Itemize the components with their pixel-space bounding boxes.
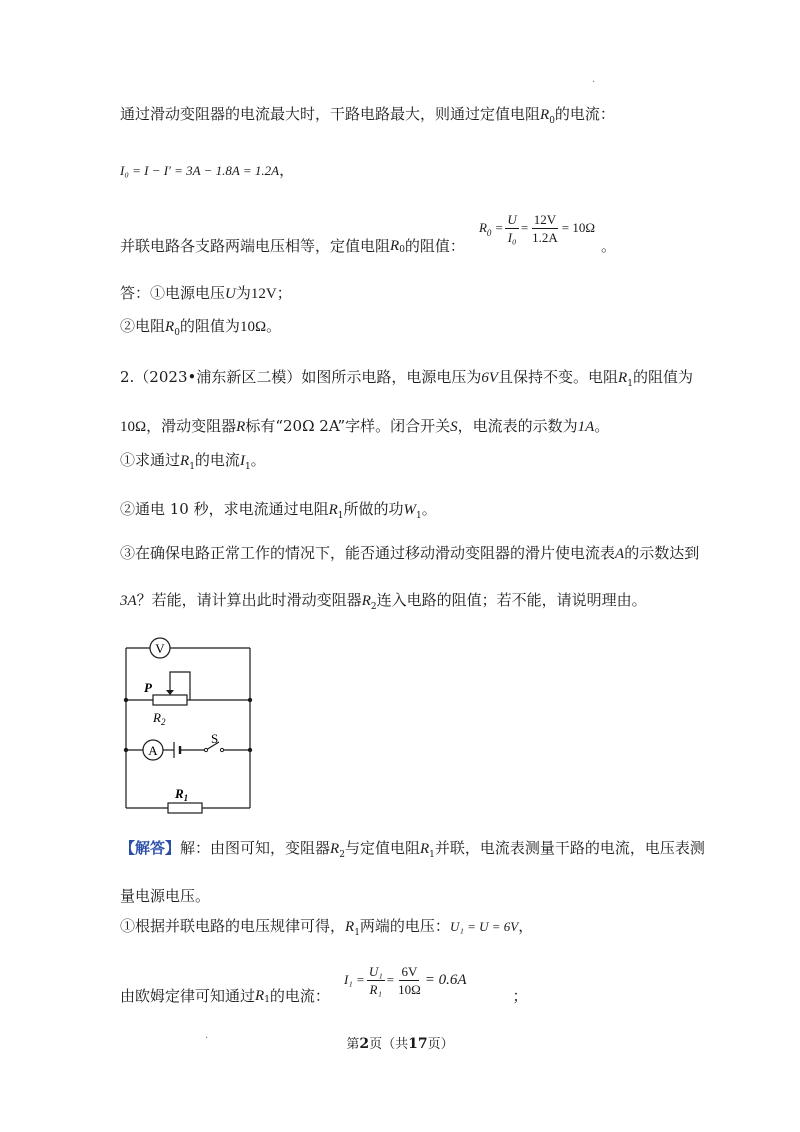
text: ， <box>279 161 295 179</box>
text: 的电流： <box>269 987 330 1005</box>
subscript: 1 <box>429 850 435 860</box>
question-2-part-3-cont <box>120 590 647 613</box>
answer-line-1 <box>120 283 292 304</box>
answer-2-line-1 <box>120 838 705 861</box>
value: 1A <box>577 419 595 435</box>
text: 。 <box>250 451 266 469</box>
text: 通过滑动变阻器的电流最大时，干路电路最大，则通过定值电阻 <box>120 105 541 123</box>
denominator: 10Ω <box>398 981 421 997</box>
text: 量电源电压。 <box>120 887 211 905</box>
text: 连入电路的阻值；若不能，请说明理由。 <box>376 591 647 609</box>
speck: . <box>592 74 596 85</box>
text: ，电流表的示数为 <box>457 417 578 435</box>
text: 与定值电阻 <box>344 839 420 857</box>
symbol: $R_0$ = <box>478 219 504 238</box>
text: 。 <box>594 417 610 435</box>
question-2-line-1 <box>120 367 693 390</box>
subscript: 1 <box>337 511 344 521</box>
subscript: 1 <box>244 462 251 472</box>
text: 的阻值为 <box>632 368 693 386</box>
text: ； <box>276 284 292 302</box>
text: 答：①电源电压 <box>120 284 226 302</box>
value: 6V <box>481 370 499 386</box>
symbol: R <box>165 319 175 335</box>
answer-line-2 <box>120 316 281 339</box>
equation-r0: $R_0$ = $\frac{U}{\text{I₀}}$ = $\frac{12V}{1.2A}$ = 10Ω <box>478 211 596 245</box>
page-footer <box>0 1033 800 1052</box>
resistor-r1 <box>168 803 202 813</box>
text: 标有“20Ω 2A”字样。闭合开关 <box>245 417 451 435</box>
text: ①求通过 <box>120 451 181 469</box>
value: 12V <box>250 286 277 302</box>
subscript: 1 <box>189 462 195 472</box>
junction-dot <box>124 698 128 702</box>
text-line-current-r0 <box>120 104 615 127</box>
text: 解：由图可知，变阻器 <box>180 839 331 857</box>
question-2-part-2 <box>120 499 437 522</box>
text: 所做的功 <box>343 500 404 518</box>
rheostat-label: $R_2$ <box>153 710 166 727</box>
answer-2-line-3 <box>120 916 533 939</box>
symbol: A <box>615 546 625 562</box>
switch-contact <box>220 748 223 751</box>
slider-label: P <box>144 680 152 695</box>
value: 10Ω <box>239 319 267 335</box>
switch-label: S <box>211 731 219 746</box>
text: ？若能，请计算出此时滑动变阻器 <box>136 591 362 609</box>
numerator: U₁ <box>368 963 383 979</box>
equation-lhs: I₁ = <box>343 972 365 987</box>
text: 的阻值： <box>404 237 465 255</box>
ammeter-label: A <box>148 743 158 758</box>
text: 的阻值为 <box>179 317 240 335</box>
text: ②通电 10 秒，求电流通过电阻 <box>120 500 329 518</box>
equation-i0 <box>120 160 294 181</box>
fraction <box>505 211 518 246</box>
symbol: R <box>618 370 628 386</box>
text: ③在确保电路正常工作的情况下，能否通过移动滑动变阻器的滑片使电流表 <box>120 544 616 562</box>
subscript: 0 <box>549 116 555 126</box>
symbol: R <box>345 919 355 935</box>
numerator: U <box>507 211 517 227</box>
symbol: R <box>328 502 338 518</box>
subscript: 0 <box>399 245 405 255</box>
text: 为 <box>235 284 251 302</box>
text: 页） <box>427 1037 454 1052</box>
question-2-part-3 <box>120 543 699 564</box>
text: 并联电路各支路两端电压相等，定值电阻 <box>120 237 391 255</box>
fraction <box>367 963 385 998</box>
value: 10Ω <box>120 419 147 435</box>
page-total: 17 <box>408 1036 428 1052</box>
equation-i1: I₁ = $\frac{\text{U₁}}{\text{R₁}}$ = $\frac{6V}{10\Omega}$ = 0.6A <box>343 963 467 997</box>
numerator: 6V <box>401 963 418 979</box>
text: 的电流： <box>554 105 615 123</box>
question-2-part-1 <box>120 450 266 473</box>
answer-tag: 【解答】 <box>120 839 181 857</box>
text: 两端的电压： <box>359 917 450 935</box>
fraction <box>530 211 560 246</box>
text: 。 <box>421 500 437 518</box>
subscript: 1 <box>354 928 360 938</box>
text: 。 <box>266 317 282 335</box>
text: 由欧姆定律可知通过 <box>120 987 256 1005</box>
symbol: R <box>255 988 265 1004</box>
text: 并联，电流表测量干路的电流，电压表测 <box>434 839 705 857</box>
question-2-line-2 <box>120 416 609 437</box>
circuit-diagram <box>118 630 258 815</box>
slider-arrow-icon <box>166 690 174 695</box>
symbol: R <box>236 419 246 435</box>
symbol: R <box>540 107 550 123</box>
denominator: 1.2A <box>532 229 558 245</box>
numerator: 12V <box>533 211 557 227</box>
text: ②电阻 <box>120 317 166 335</box>
junction-dot <box>248 698 252 702</box>
text: 2.（2023•浦东新区二模）如图所示电路，电源电压为 <box>120 368 482 386</box>
denominator: I₀ <box>507 229 517 245</box>
subscript: 0 <box>174 328 180 338</box>
answer-2-line-2 <box>120 886 210 906</box>
result: = 10Ω <box>561 220 596 235</box>
equation: U₁ = U = 6V <box>449 919 519 934</box>
voltmeter-label: V <box>155 641 165 656</box>
page-number: 2 <box>359 1036 370 1052</box>
rheostat-body <box>153 695 187 705</box>
junction-dot <box>248 748 252 752</box>
text: 的电流 <box>194 451 240 469</box>
text: 。 <box>601 237 617 255</box>
symbol: R <box>419 841 430 857</box>
symbol: R <box>390 238 400 254</box>
symbol: S <box>450 419 458 435</box>
value: 3A <box>120 593 137 609</box>
text: 的示数达到 <box>624 544 700 562</box>
symbol: R <box>361 593 371 609</box>
symbol: R <box>330 841 340 857</box>
subscript: 1 <box>264 995 270 1005</box>
symbol: U <box>225 286 236 302</box>
speck: . <box>205 1030 209 1041</box>
equation: I₀ = I − I′ = 3A − 1.8A = 1.2A <box>120 163 280 178</box>
text: ，滑动变阻器 <box>146 417 237 435</box>
resistor-label: $R_1$ <box>175 786 189 803</box>
subscript: 2 <box>339 850 345 860</box>
text: ； <box>512 987 528 1005</box>
text: ①根据并联电路的电压规律可得， <box>120 917 346 935</box>
text: 且保持不变。电阻 <box>498 368 619 386</box>
symbol: W <box>403 502 417 518</box>
text: 页（共 <box>369 1037 409 1052</box>
denominator: R₁ <box>369 981 382 997</box>
junction-dot <box>124 748 128 752</box>
subscript: 2 <box>370 602 377 612</box>
subscript: 1 <box>627 379 633 389</box>
symbol: R <box>180 453 190 469</box>
subscript: 1 <box>416 511 422 521</box>
fraction <box>396 963 423 998</box>
text-line-r0-value <box>120 208 616 256</box>
answer-2-line-4 <box>120 958 528 1006</box>
symbol: I <box>239 453 245 469</box>
switch-contact <box>204 748 207 751</box>
text: ， <box>518 917 534 935</box>
result: = 0.6A <box>424 972 467 988</box>
text: 第 <box>346 1037 360 1052</box>
